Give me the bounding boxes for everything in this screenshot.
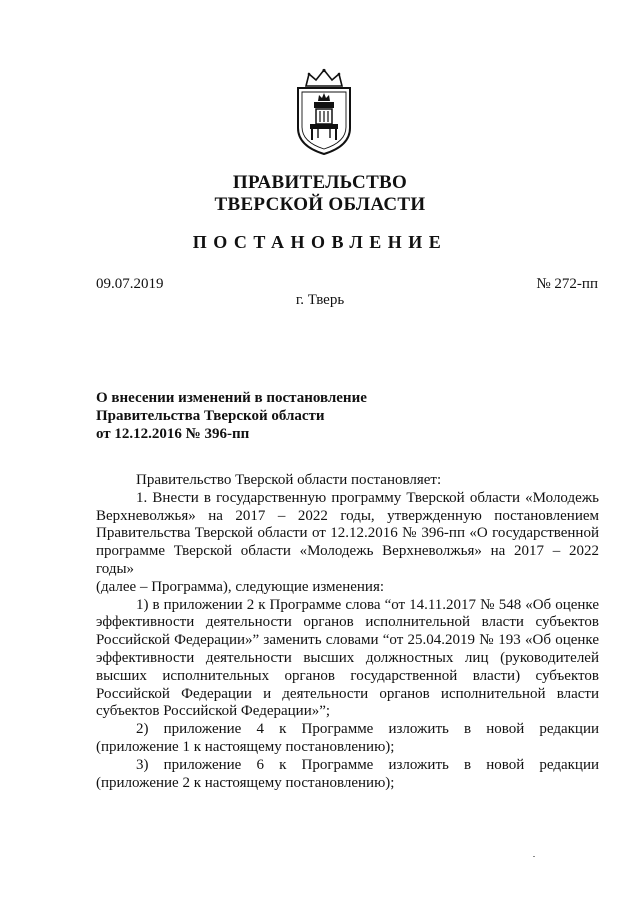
scan-speck: [533, 856, 535, 857]
paragraph-1: [96, 490, 599, 597]
paragraph-4: [96, 757, 599, 793]
text-line: 2) приложение 4 к Программе изложить в новой редакции: [136, 721, 599, 738]
paragraph-2: [96, 597, 599, 722]
subject-line: О внесении изменений в постановление: [96, 390, 367, 406]
text-line: программе Тверской области «Молодежь Верхневолжья» на 2017 – 2022 годы»: [96, 543, 599, 577]
subject-line: Правительства Тверской области: [96, 408, 325, 424]
organization-name-line1: ПРАВИТЕЛЬСТВО: [232, 172, 408, 193]
text-line: 1. Внести в государственную программу Тверской области «Молодежь: [136, 489, 599, 506]
text-line: субъектов Российской Федерации»”;: [96, 703, 331, 720]
text-line: эффективности деятельности органов исполнительной власти субъектов: [96, 614, 599, 631]
text-line: эффективности деятельности высших должностных лиц (руководителей: [96, 649, 599, 666]
text-line: Правительства Тверской области от 12.12.2016 № 396-пп «О государственной: [96, 525, 599, 542]
text-line: (далее – Программа), следующие изменения:: [96, 578, 385, 595]
document-body: [96, 472, 599, 792]
organization-name-line2: ТВЕРСКОЙ ОБЛАСТИ: [214, 194, 426, 215]
text-line: Российской Федерации»” заменить словами “от 25.04.2019 № 193 «Об оценке: [96, 632, 599, 649]
document-city: г. Тверь: [295, 292, 345, 308]
paragraph-3: [96, 721, 599, 757]
document-type-title: ПОСТАНОВЛЕНИЕ: [192, 232, 448, 252]
document-subject: [96, 389, 367, 443]
document-number: № 272-пп: [536, 276, 598, 292]
text-line: 1) в приложении 2 к Программе слова “от 14.11.2017 № 548 «Об оценке: [136, 596, 599, 613]
subject-line: от 12.12.2016 № 396-пп: [96, 426, 250, 442]
text-line: (приложение 2 к настоящему постановлению);: [96, 774, 395, 791]
text-line: Верхневолжья» на 2017 – 2022 годы, утвержденную постановлением: [96, 507, 599, 524]
coat-of-arms-emblem: [294, 68, 354, 156]
document-date: 09.07.2019: [96, 276, 164, 292]
text-line: Российской Федерации и деятельности органов исполнительной власти: [96, 685, 599, 702]
text-line: 3) приложение 6 к Программе изложить в новой редакции: [136, 756, 599, 773]
intro-paragraph: Правительство Тверской области постановляет:: [136, 472, 442, 488]
text-line: высших исполнительных органов государственной власти) субъектов: [96, 667, 599, 684]
text-line: (приложение 1 к настоящему постановлению);: [96, 738, 395, 755]
